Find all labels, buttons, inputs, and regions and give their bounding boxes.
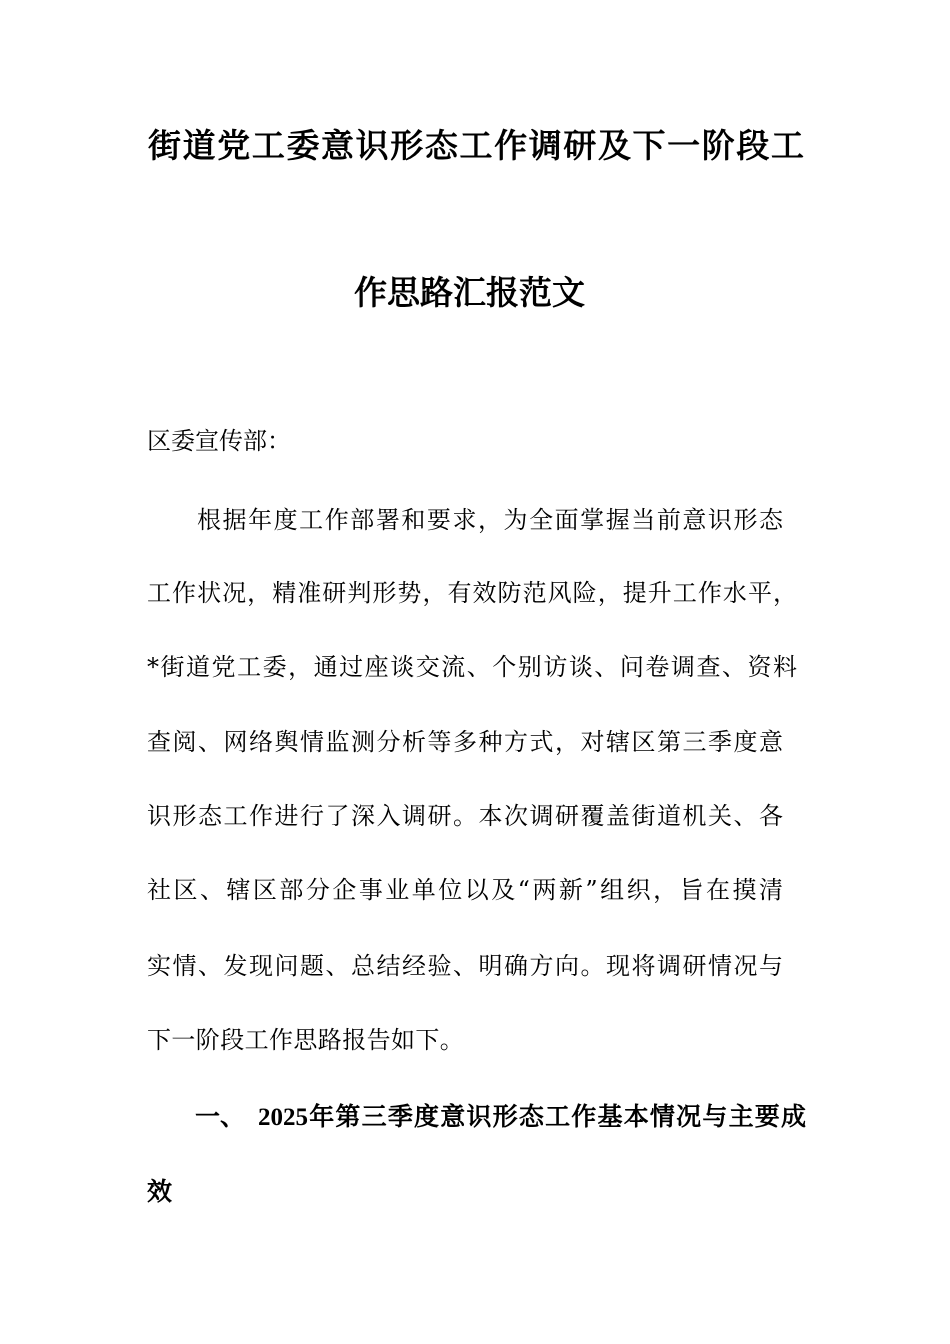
document-title-line-1: 街道党工委意识形态工作调研及下一阶段工 — [148, 126, 804, 165]
section-heading-line-2: 效 — [147, 1179, 173, 1206]
section-heading-number: 一、 — [195, 1104, 246, 1131]
paragraph-line: 根据年度工作部署和要求，为全面掌握当前意识形态 — [197, 506, 783, 534]
paragraph-line: *街道党工委，通过座谈交流、个别访谈、问卷调查、资料 — [147, 653, 797, 681]
paragraph-line: 实情、发现问题、总结经验、明确方向。现将调研情况与 — [147, 952, 783, 980]
paragraph-line: 工作状况，精准研判形势，有效防范风险，提升工作水平， — [147, 579, 797, 607]
paragraph-line: 社区、辖区部分企事业单位以及“两新”组织，旨在摸清 — [147, 876, 783, 904]
section-heading-line-1: 2025年第三季度意识形态工作基本情况与主要成 — [258, 1104, 806, 1131]
paragraph-line: 下一阶段工作思路报告如下。 — [147, 1026, 465, 1054]
paragraph-line: 识形态工作进行了深入调研。本次调研覆盖街道机关、各 — [147, 802, 783, 830]
salutation: 区委宣传部： — [147, 427, 291, 455]
document-title-line-2: 作思路汇报范文 — [354, 273, 585, 312]
paragraph-line: 查阅、网络舆情监测分析等多种方式，对辖区第三季度意 — [147, 728, 783, 756]
